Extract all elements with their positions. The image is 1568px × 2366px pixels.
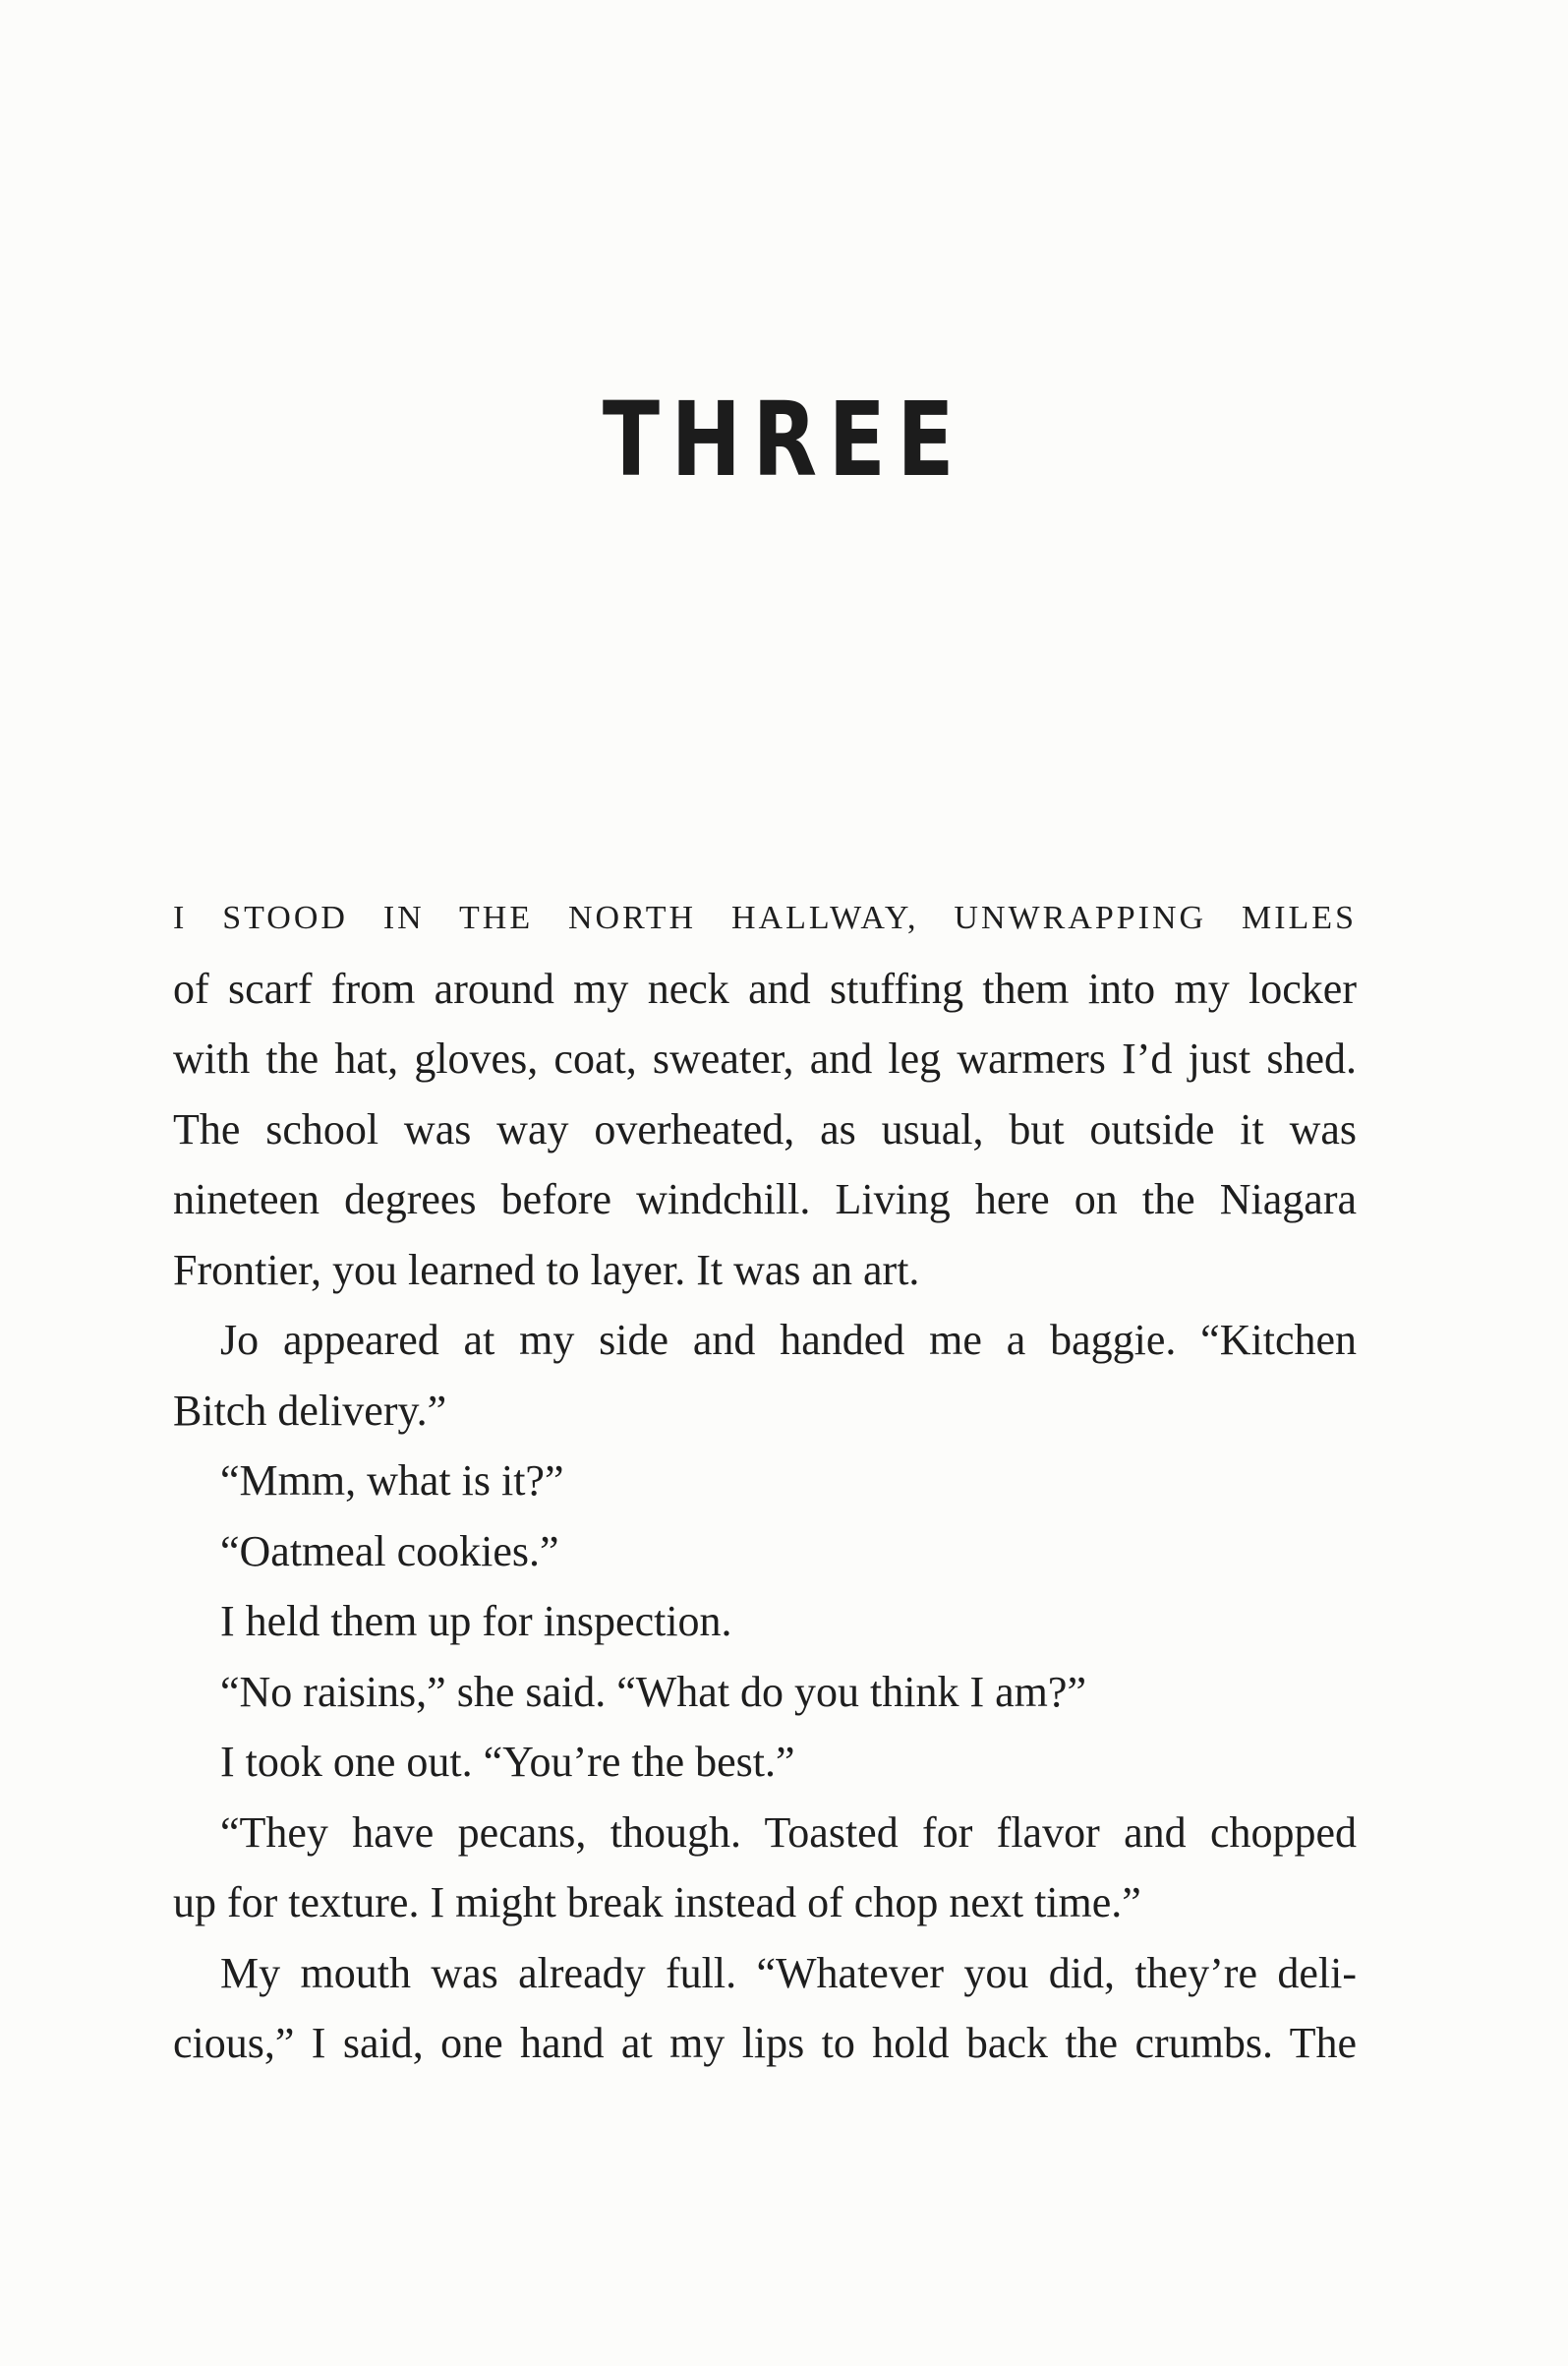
text-line: up for texture. I might break instead of chop next time.” [173, 1878, 1141, 1926]
text-line: “Oatmeal cookies.” [220, 1526, 559, 1575]
body-text [173, 883, 1357, 2079]
text-line: “Mmm, what is it?” [220, 1456, 564, 1505]
text-line: with the hat, gloves, coat, sweater, and leg warmers I’d just shed. [173, 1035, 1357, 1083]
text-line: I held them up for inspection. [220, 1597, 732, 1645]
text-line: cious,” I said, one hand at my lips to hold back the crumbs. The [173, 2019, 1357, 2067]
chapter-title: THREE [602, 380, 966, 500]
text-line: I took one out. “You’re the best.” [220, 1738, 795, 1786]
text-line: “No raisins,” she said. “What do you think I am?” [220, 1667, 1086, 1716]
text-line: Jo appeared at my side and handed me a baggie. “Kitchen [220, 1316, 1357, 1364]
text-line: Frontier, you learned to layer. It was an art. [173, 1245, 920, 1294]
text-line: of scarf from around my neck and stuffing them into my locker [173, 964, 1357, 1013]
text-line: “They have pecans, though. Toasted for flavor and chopped [220, 1807, 1357, 1857]
text-line: Bitch delivery.” [173, 1386, 447, 1435]
text-line: nineteen degrees before windchill. Living here on the Niagara [173, 1175, 1357, 1223]
text-line: The school was way overheated, as usual, but outside it was [173, 1104, 1357, 1153]
text-line: My mouth was already full. “Whatever you did, they’re deli- [220, 1948, 1357, 1997]
text-line: I STOOD IN THE NORTH HALLWAY, UNWRAPPING MILES [173, 900, 1357, 936]
